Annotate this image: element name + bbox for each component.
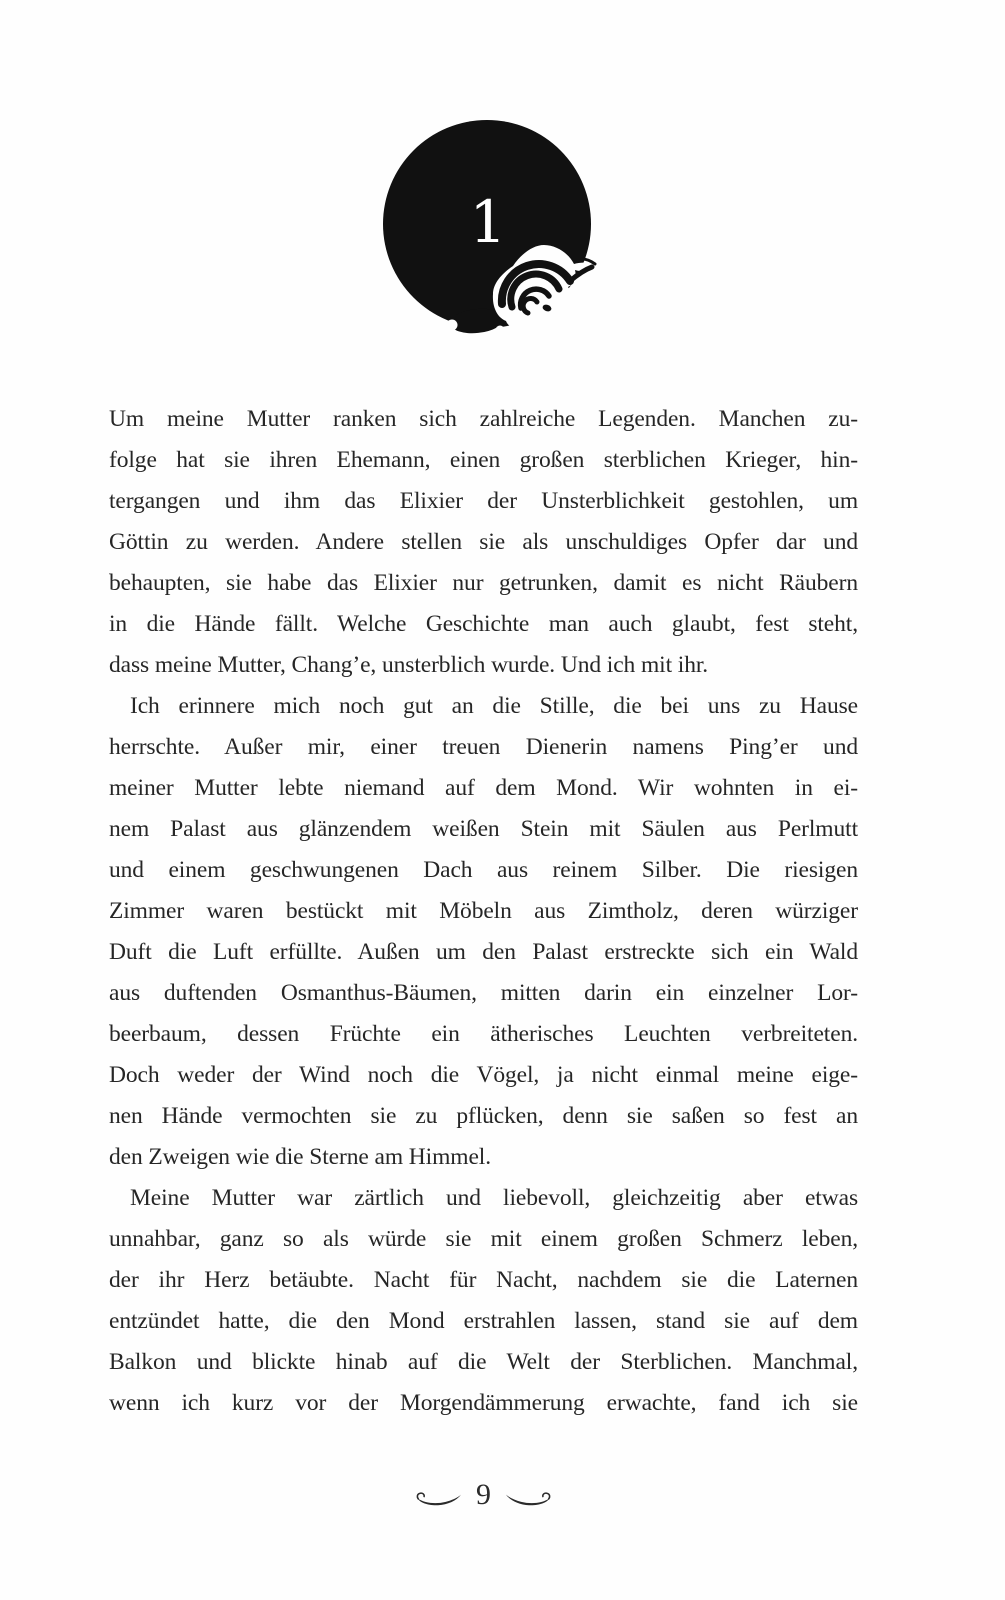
text-line: behaupten, sie habe das Elixier nur getrunken, damit es nicht Räubern	[109, 570, 858, 596]
body-text	[109, 399, 858, 1424]
moon-with-cloud-icon	[381, 118, 601, 336]
text-line: wenn ich kurz vor der Morgendämmerung erwachte, fand ich sie	[109, 1390, 858, 1416]
text-line: Duft die Luft erfüllte. Außen um den Palast erstreckte sich ein Wald	[109, 939, 858, 965]
text-line: entzündet hatte, die den Mond erstrahlen lassen, stand sie auf dem	[109, 1308, 858, 1334]
text-line: nen Hände vermochten sie zu pflücken, denn sie saßen so fest an	[109, 1103, 858, 1129]
text-line: aus duftenden Osmanthus-Bäumen, mitten darin ein einzelner Lor-	[109, 980, 858, 1006]
flourish-right-icon	[504, 1490, 552, 1506]
text-line: Ich erinnere mich noch gut an die Stille, die bei uns zu Hause	[130, 693, 858, 719]
text-line: den Zweigen wie die Sterne am Himmel.	[109, 1144, 491, 1170]
page-footer	[109, 1478, 858, 1512]
page-number: 9	[476, 1478, 491, 1511]
text-line: tergangen und ihm das Elixier der Unsterblichkeit gestohlen, um	[109, 488, 858, 514]
text-line: Zimmer waren bestückt mit Möbeln aus Zimtholz, deren würziger	[109, 898, 858, 924]
text-line: Göttin zu werden. Andere stellen sie als unschuldiges Opfer dar und	[109, 529, 858, 555]
text-line: beerbaum, dessen Früchte ein ätherisches Leuchten verbreiteten.	[109, 1021, 858, 1047]
text-line: herrschte. Außer mir, einer treuen Dienerin namens Ping’er und	[109, 734, 858, 760]
text-line: Doch weder der Wind noch die Vögel, ja nicht einmal meine eige-	[109, 1062, 858, 1088]
text-line: dass meine Mutter, Chang’e, unsterblich wurde. Und ich mit ihr.	[109, 652, 709, 678]
text-line: Meine Mutter war zärtlich und liebevoll, gleichzeitig aber etwas	[130, 1185, 858, 1211]
text-line: der ihr Herz betäubte. Nacht für Nacht, nachdem sie die Laternen	[109, 1267, 858, 1293]
text-line: in die Hände fällt. Welche Geschichte man auch glaubt, fest steht,	[109, 611, 858, 637]
text-line: und einem geschwungenen Dach aus reinem Silber. Die riesigen	[109, 857, 858, 883]
chapter-number: 1	[469, 188, 507, 256]
text-line: meiner Mutter lebte niemand auf dem Mond. Wir wohnten in ei-	[109, 775, 858, 801]
text-line: nem Palast aus glänzendem weißen Stein mit Säulen aus Perlmutt	[109, 816, 858, 842]
text-line: unnahbar, ganz so als würde sie mit einem großen Schmerz leben,	[109, 1226, 858, 1252]
text-line: folge hat sie ihren Ehemann, einen großen sterblichen Krieger, hin-	[109, 447, 858, 473]
chapter-ornament	[381, 118, 601, 336]
text-line: Um meine Mutter ranken sich zahlreiche Legenden. Manchen zu-	[109, 406, 858, 432]
text-line: Balkon und blickte hinab auf die Welt der Sterblichen. Manchmal,	[109, 1349, 858, 1375]
flourish-left-icon	[415, 1490, 463, 1506]
